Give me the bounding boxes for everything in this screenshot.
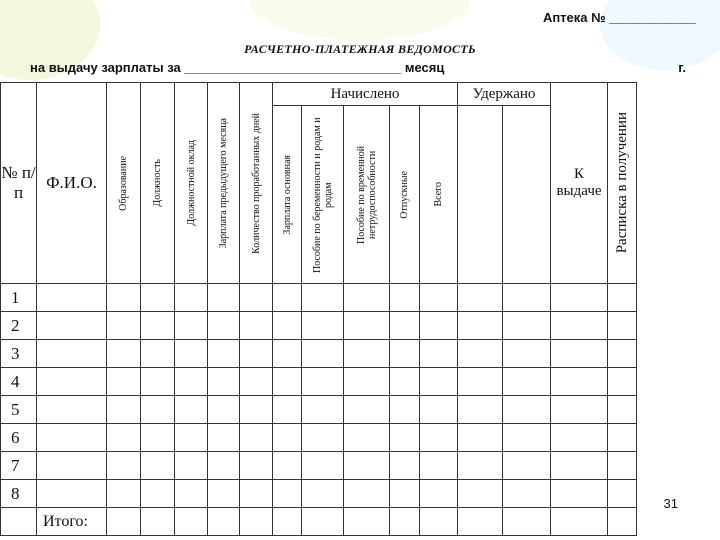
table-cell[interactable] [608, 480, 637, 508]
col-header-base-pay: Зарплата основная [273, 106, 302, 284]
table-cell[interactable] [608, 368, 637, 396]
table-cell[interactable] [503, 480, 551, 508]
col-header-withheld-group: Удержано [458, 83, 551, 106]
table-cell[interactable] [273, 368, 302, 396]
table-cell[interactable] [208, 368, 240, 396]
table-cell[interactable] [107, 480, 141, 508]
table-cell[interactable] [175, 340, 208, 368]
table-cell[interactable] [458, 284, 503, 312]
col-header-to-pay: К выдаче [551, 83, 608, 284]
table-cell[interactable] [420, 452, 458, 480]
table-cell[interactable] [390, 312, 420, 340]
table-cell[interactable] [208, 424, 240, 452]
table-cell[interactable] [107, 312, 141, 340]
table-cell[interactable] [175, 368, 208, 396]
table-cell[interactable] [37, 340, 107, 368]
row-number: 4 [1, 368, 37, 396]
table-cell[interactable] [344, 368, 390, 396]
table-cell[interactable] [175, 424, 208, 452]
table-row [1, 284, 637, 312]
table-cell[interactable] [458, 452, 503, 480]
col-header-accrued-group: Начислено [273, 83, 458, 106]
col-header-days: Количество проработанных дней [240, 83, 273, 284]
table-cell[interactable] [175, 396, 208, 424]
col-header-education: Образование [107, 83, 141, 284]
table-row [1, 368, 637, 396]
table-cell[interactable] [420, 396, 458, 424]
table-cell[interactable] [107, 396, 141, 424]
table-cell[interactable] [551, 284, 608, 312]
decor-circle [250, 0, 470, 40]
row-number: 7 [1, 452, 37, 480]
table-cell[interactable] [240, 424, 273, 452]
table-cell[interactable] [240, 452, 273, 480]
table-cell[interactable] [390, 424, 420, 452]
table-cell[interactable] [608, 452, 637, 480]
table-cell[interactable] [390, 340, 420, 368]
row-number: 5 [1, 396, 37, 424]
table-cell[interactable] [420, 424, 458, 452]
row-number: 6 [1, 424, 37, 452]
table-cell[interactable] [141, 396, 175, 424]
table-cell[interactable] [107, 368, 141, 396]
table-cell[interactable] [390, 368, 420, 396]
table-cell[interactable] [390, 396, 420, 424]
table-cell[interactable] [608, 424, 637, 452]
table-cell[interactable] [344, 452, 390, 480]
table-cell[interactable] [302, 480, 344, 508]
table-cell[interactable] [608, 340, 637, 368]
page-number: 31 [663, 496, 678, 511]
table-cell[interactable] [208, 284, 240, 312]
table-cell[interactable] [273, 480, 302, 508]
table-cell[interactable] [302, 452, 344, 480]
table-cell[interactable] [420, 368, 458, 396]
table-cell[interactable] [107, 340, 141, 368]
table-cell[interactable] [37, 480, 107, 508]
table-cell[interactable] [240, 480, 273, 508]
table-cell[interactable] [273, 340, 302, 368]
col-header-withheld-1 [458, 106, 503, 284]
table-cell[interactable] [551, 480, 608, 508]
table-row [1, 480, 637, 508]
table-cell[interactable] [551, 368, 608, 396]
table-cell[interactable] [240, 396, 273, 424]
table-cell[interactable] [208, 452, 240, 480]
year-suffix: г. [678, 60, 686, 75]
table-cell[interactable] [420, 312, 458, 340]
col-header-prev-salary: Зарплата предыдущего месяца [208, 83, 240, 284]
table-cell[interactable] [551, 424, 608, 452]
table-row [1, 424, 637, 452]
table-cell[interactable] [141, 340, 175, 368]
table-cell[interactable] [141, 480, 175, 508]
table-cell[interactable] [273, 424, 302, 452]
table-cell[interactable] [240, 368, 273, 396]
table-cell[interactable] [175, 284, 208, 312]
table-cell[interactable] [302, 368, 344, 396]
col-header-fio: Ф.И.О. [37, 83, 107, 284]
table-cell[interactable] [240, 312, 273, 340]
table-cell[interactable] [551, 452, 608, 480]
table-cell[interactable] [302, 424, 344, 452]
col-header-total: Всего [420, 106, 458, 284]
col-header-num: № п/п [1, 83, 37, 284]
table-cell[interactable] [208, 480, 240, 508]
table-cell[interactable] [175, 452, 208, 480]
table-cell[interactable] [503, 452, 551, 480]
table-cell[interactable] [608, 284, 637, 312]
row-number: 1 [1, 284, 37, 312]
table-cell[interactable] [107, 284, 141, 312]
table-cell[interactable] [302, 284, 344, 312]
table-cell[interactable] [208, 312, 240, 340]
table-cell[interactable] [240, 340, 273, 368]
table-cell[interactable] [458, 480, 503, 508]
table-row [1, 312, 637, 340]
table-cell[interactable] [37, 284, 107, 312]
table-cell[interactable] [208, 396, 240, 424]
col-header-vacation: Отпускные [390, 106, 420, 284]
table-cell[interactable] [344, 396, 390, 424]
table-cell[interactable] [175, 480, 208, 508]
col-header-withheld-2 [503, 106, 551, 284]
table-cell[interactable] [344, 424, 390, 452]
row-number: 2 [1, 312, 37, 340]
total-row [1, 508, 637, 536]
row-number: 3 [1, 340, 37, 368]
table-row [1, 396, 637, 424]
pharmacy-number: Аптека № ____________ [542, 10, 696, 25]
table-cell[interactable] [420, 284, 458, 312]
table-cell[interactable] [503, 312, 551, 340]
payroll-table [0, 82, 637, 536]
period-line: на выдачу зарплаты за ______________________________ месяц [30, 60, 445, 75]
table-cell[interactable] [344, 312, 390, 340]
table-cell[interactable] [390, 480, 420, 508]
table-cell[interactable] [273, 312, 302, 340]
table-cell[interactable] [458, 340, 503, 368]
table-cell[interactable] [141, 284, 175, 312]
table-cell[interactable] [458, 312, 503, 340]
table-cell[interactable] [344, 340, 390, 368]
table-cell[interactable] [37, 396, 107, 424]
table-cell[interactable] [141, 368, 175, 396]
table-cell[interactable] [503, 396, 551, 424]
table-cell[interactable] [107, 424, 141, 452]
row-number: 8 [1, 480, 37, 508]
document-title: РАСЧЕТНО-ПЛАТЕЖНАЯ ВЕДОМОСТЬ [244, 42, 476, 56]
table-cell[interactable] [141, 312, 175, 340]
table-cell[interactable] [420, 340, 458, 368]
table-cell[interactable] [273, 396, 302, 424]
table-cell[interactable] [551, 340, 608, 368]
table-cell[interactable] [344, 284, 390, 312]
table-cell[interactable] [390, 452, 420, 480]
table-cell[interactable] [551, 396, 608, 424]
table-cell[interactable] [273, 452, 302, 480]
table-cell[interactable] [458, 368, 503, 396]
table-row [1, 452, 637, 480]
table-cell[interactable] [608, 312, 637, 340]
table-cell[interactable] [141, 424, 175, 452]
table-cell[interactable] [175, 312, 208, 340]
table-row [1, 340, 637, 368]
total-label: Итого: [37, 508, 107, 536]
total-num-cell [1, 508, 37, 536]
table-cell[interactable] [141, 452, 175, 480]
col-header-sick: Пособие по временной нетрудоспособности [344, 106, 390, 284]
table-cell[interactable] [273, 284, 302, 312]
table-cell[interactable] [37, 312, 107, 340]
table-cell[interactable] [240, 284, 273, 312]
table-cell[interactable] [503, 424, 551, 452]
table-cell[interactable] [208, 340, 240, 368]
col-header-position: Должность [141, 83, 175, 284]
table-cell[interactable] [608, 396, 637, 424]
table-cell[interactable] [302, 396, 344, 424]
table-cell[interactable] [344, 480, 390, 508]
table-cell[interactable] [503, 340, 551, 368]
table-cell[interactable] [458, 424, 503, 452]
table-cell[interactable] [458, 396, 503, 424]
table-cell[interactable] [107, 452, 141, 480]
table-cell[interactable] [503, 284, 551, 312]
col-header-signature: Расписка в получении [608, 83, 637, 284]
table-cell[interactable] [503, 368, 551, 396]
table-cell[interactable] [420, 480, 458, 508]
table-cell[interactable] [390, 284, 420, 312]
table-cell[interactable] [302, 312, 344, 340]
table-cell[interactable] [37, 368, 107, 396]
table-cell[interactable] [37, 424, 107, 452]
table-cell[interactable] [37, 452, 107, 480]
col-header-maternity: Пособие по беременности и родам и родам [302, 106, 344, 284]
table-cell[interactable] [302, 340, 344, 368]
table-cell[interactable] [551, 312, 608, 340]
col-header-salary: Должностной оклад [175, 83, 208, 284]
